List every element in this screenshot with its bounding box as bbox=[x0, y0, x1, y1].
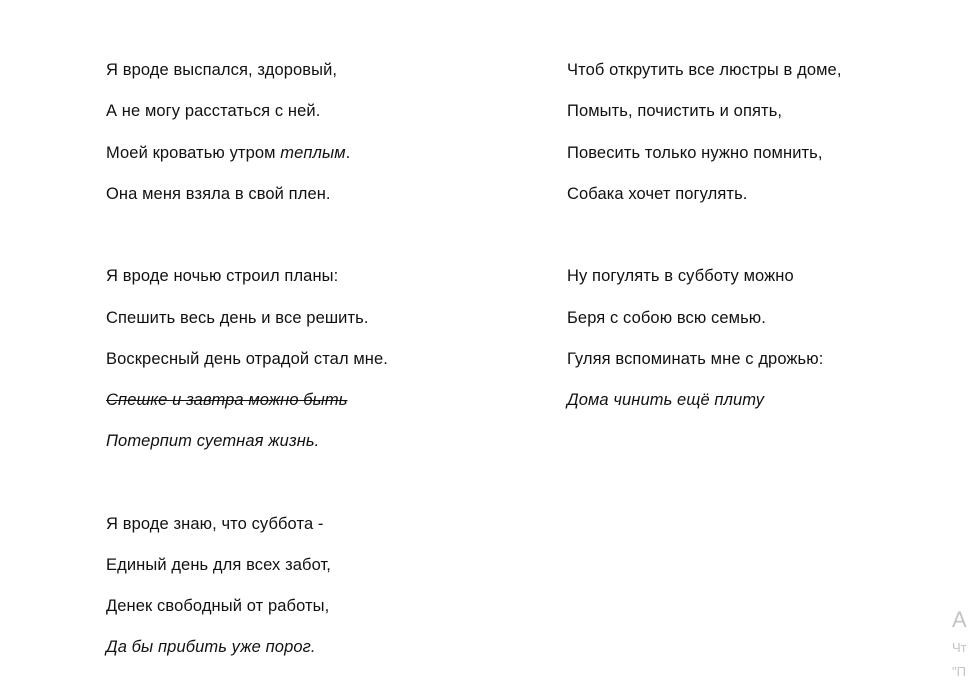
poem-line-end: . bbox=[345, 144, 351, 162]
poem-line: Воскресный день отрадой стал мне. bbox=[106, 350, 388, 368]
poem-line-italic-word: теплым bbox=[280, 144, 346, 162]
poem-line: А не могу расстаться с ней. bbox=[106, 102, 321, 120]
poem-line-struck: Спешке и завтра можно быть bbox=[106, 391, 348, 409]
poem-line: Чтоб открутить все люстры в доме, bbox=[567, 61, 842, 79]
poem-line: Собака хочет погулять. bbox=[567, 185, 748, 203]
poem-line-italic: Дома чинить ещё плиту bbox=[567, 391, 765, 409]
poem-line: Единый день для всех забот, bbox=[106, 556, 331, 574]
poem-line-italic: Да бы прибить уже порог. bbox=[106, 638, 316, 656]
poem-line: Я вроде ночью строил планы: bbox=[106, 267, 339, 285]
poem-line: Я вроде выспался, здоровый, bbox=[106, 61, 338, 79]
poem-line: Гуляя вспоминать мне с дрожью: bbox=[567, 350, 824, 368]
poem-line: Помыть, почистить и опять, bbox=[567, 102, 783, 120]
cropped-edge-text: "П bbox=[952, 664, 966, 679]
poem-line bbox=[106, 143, 350, 163]
poem-line: Она меня взяла в свой плен. bbox=[106, 185, 331, 203]
poem-line: Беря с собою всю семью. bbox=[567, 309, 766, 327]
poem-line-start: Моей кроватью утром bbox=[106, 144, 281, 162]
poem-line: Я вроде знаю, что суббота - bbox=[106, 515, 324, 533]
poem-line: Спешить весь день и все решить. bbox=[106, 309, 369, 327]
poem-line: Повесить только нужно помнить, bbox=[567, 144, 823, 162]
cropped-edge-text: Чт bbox=[952, 640, 967, 655]
poem-line: Ну погулять в субботу можно bbox=[567, 267, 794, 285]
poem-line: Денек свободный от работы, bbox=[106, 597, 330, 615]
cropped-edge-text-large: А bbox=[952, 607, 967, 632]
poem-line-italic: Потерпит суетная жизнь. bbox=[106, 432, 320, 450]
